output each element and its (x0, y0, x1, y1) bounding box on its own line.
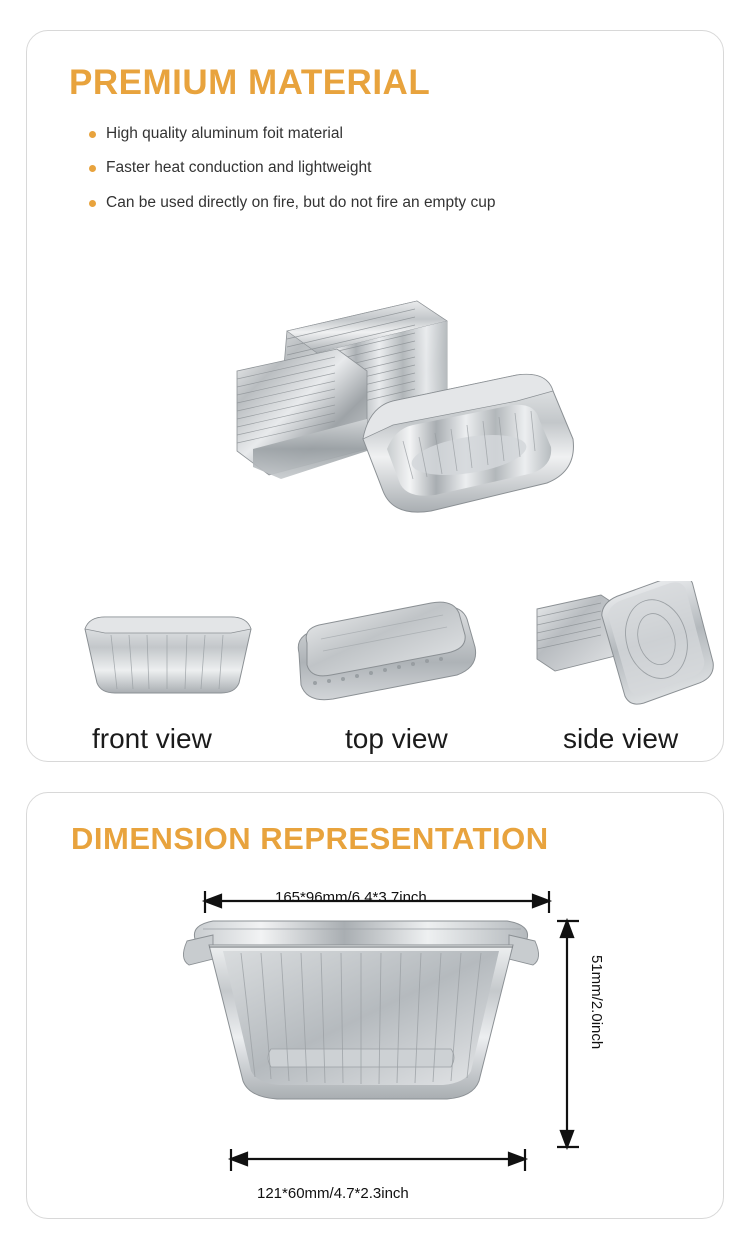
list-item (89, 123, 689, 145)
bullet-text: Faster heat conduction and lightweight (106, 159, 372, 177)
bullet-dot-icon (89, 200, 96, 207)
bullet-dot-icon (89, 131, 96, 138)
list-item (89, 157, 689, 179)
dimension-diagram (27, 881, 725, 1211)
premium-material-panel (26, 30, 724, 762)
front-view-photo (79, 609, 257, 699)
front-view-caption: front view (92, 723, 212, 754)
dimension-representation-title: DIMENSION REPRESENTATION (71, 821, 549, 856)
dimension-bottom-label: 121*60mm/4.7*2.3inch (257, 1185, 409, 1202)
premium-material-bullet-list (89, 123, 689, 226)
list-item (89, 192, 689, 214)
hero-product-photo (217, 279, 597, 547)
premium-material-title: PREMIUM MATERIAL (69, 63, 431, 102)
top-view-caption: top view (345, 723, 448, 754)
bullet-text: Can be used directly on fire, but do not fire an empty cup (106, 193, 496, 211)
top-view-photo (285, 599, 481, 711)
dimension-top-label: 165*96mm/6.4*3.7inch (275, 889, 427, 906)
side-view-photo (527, 581, 717, 707)
bullet-dot-icon (89, 165, 96, 172)
bullet-text: High quality aluminum foit material (106, 125, 343, 142)
dimension-height-label: 51mm/2.0inch (588, 955, 605, 1050)
side-view-caption: side view (563, 723, 679, 754)
dimension-representation-panel (26, 792, 724, 1219)
